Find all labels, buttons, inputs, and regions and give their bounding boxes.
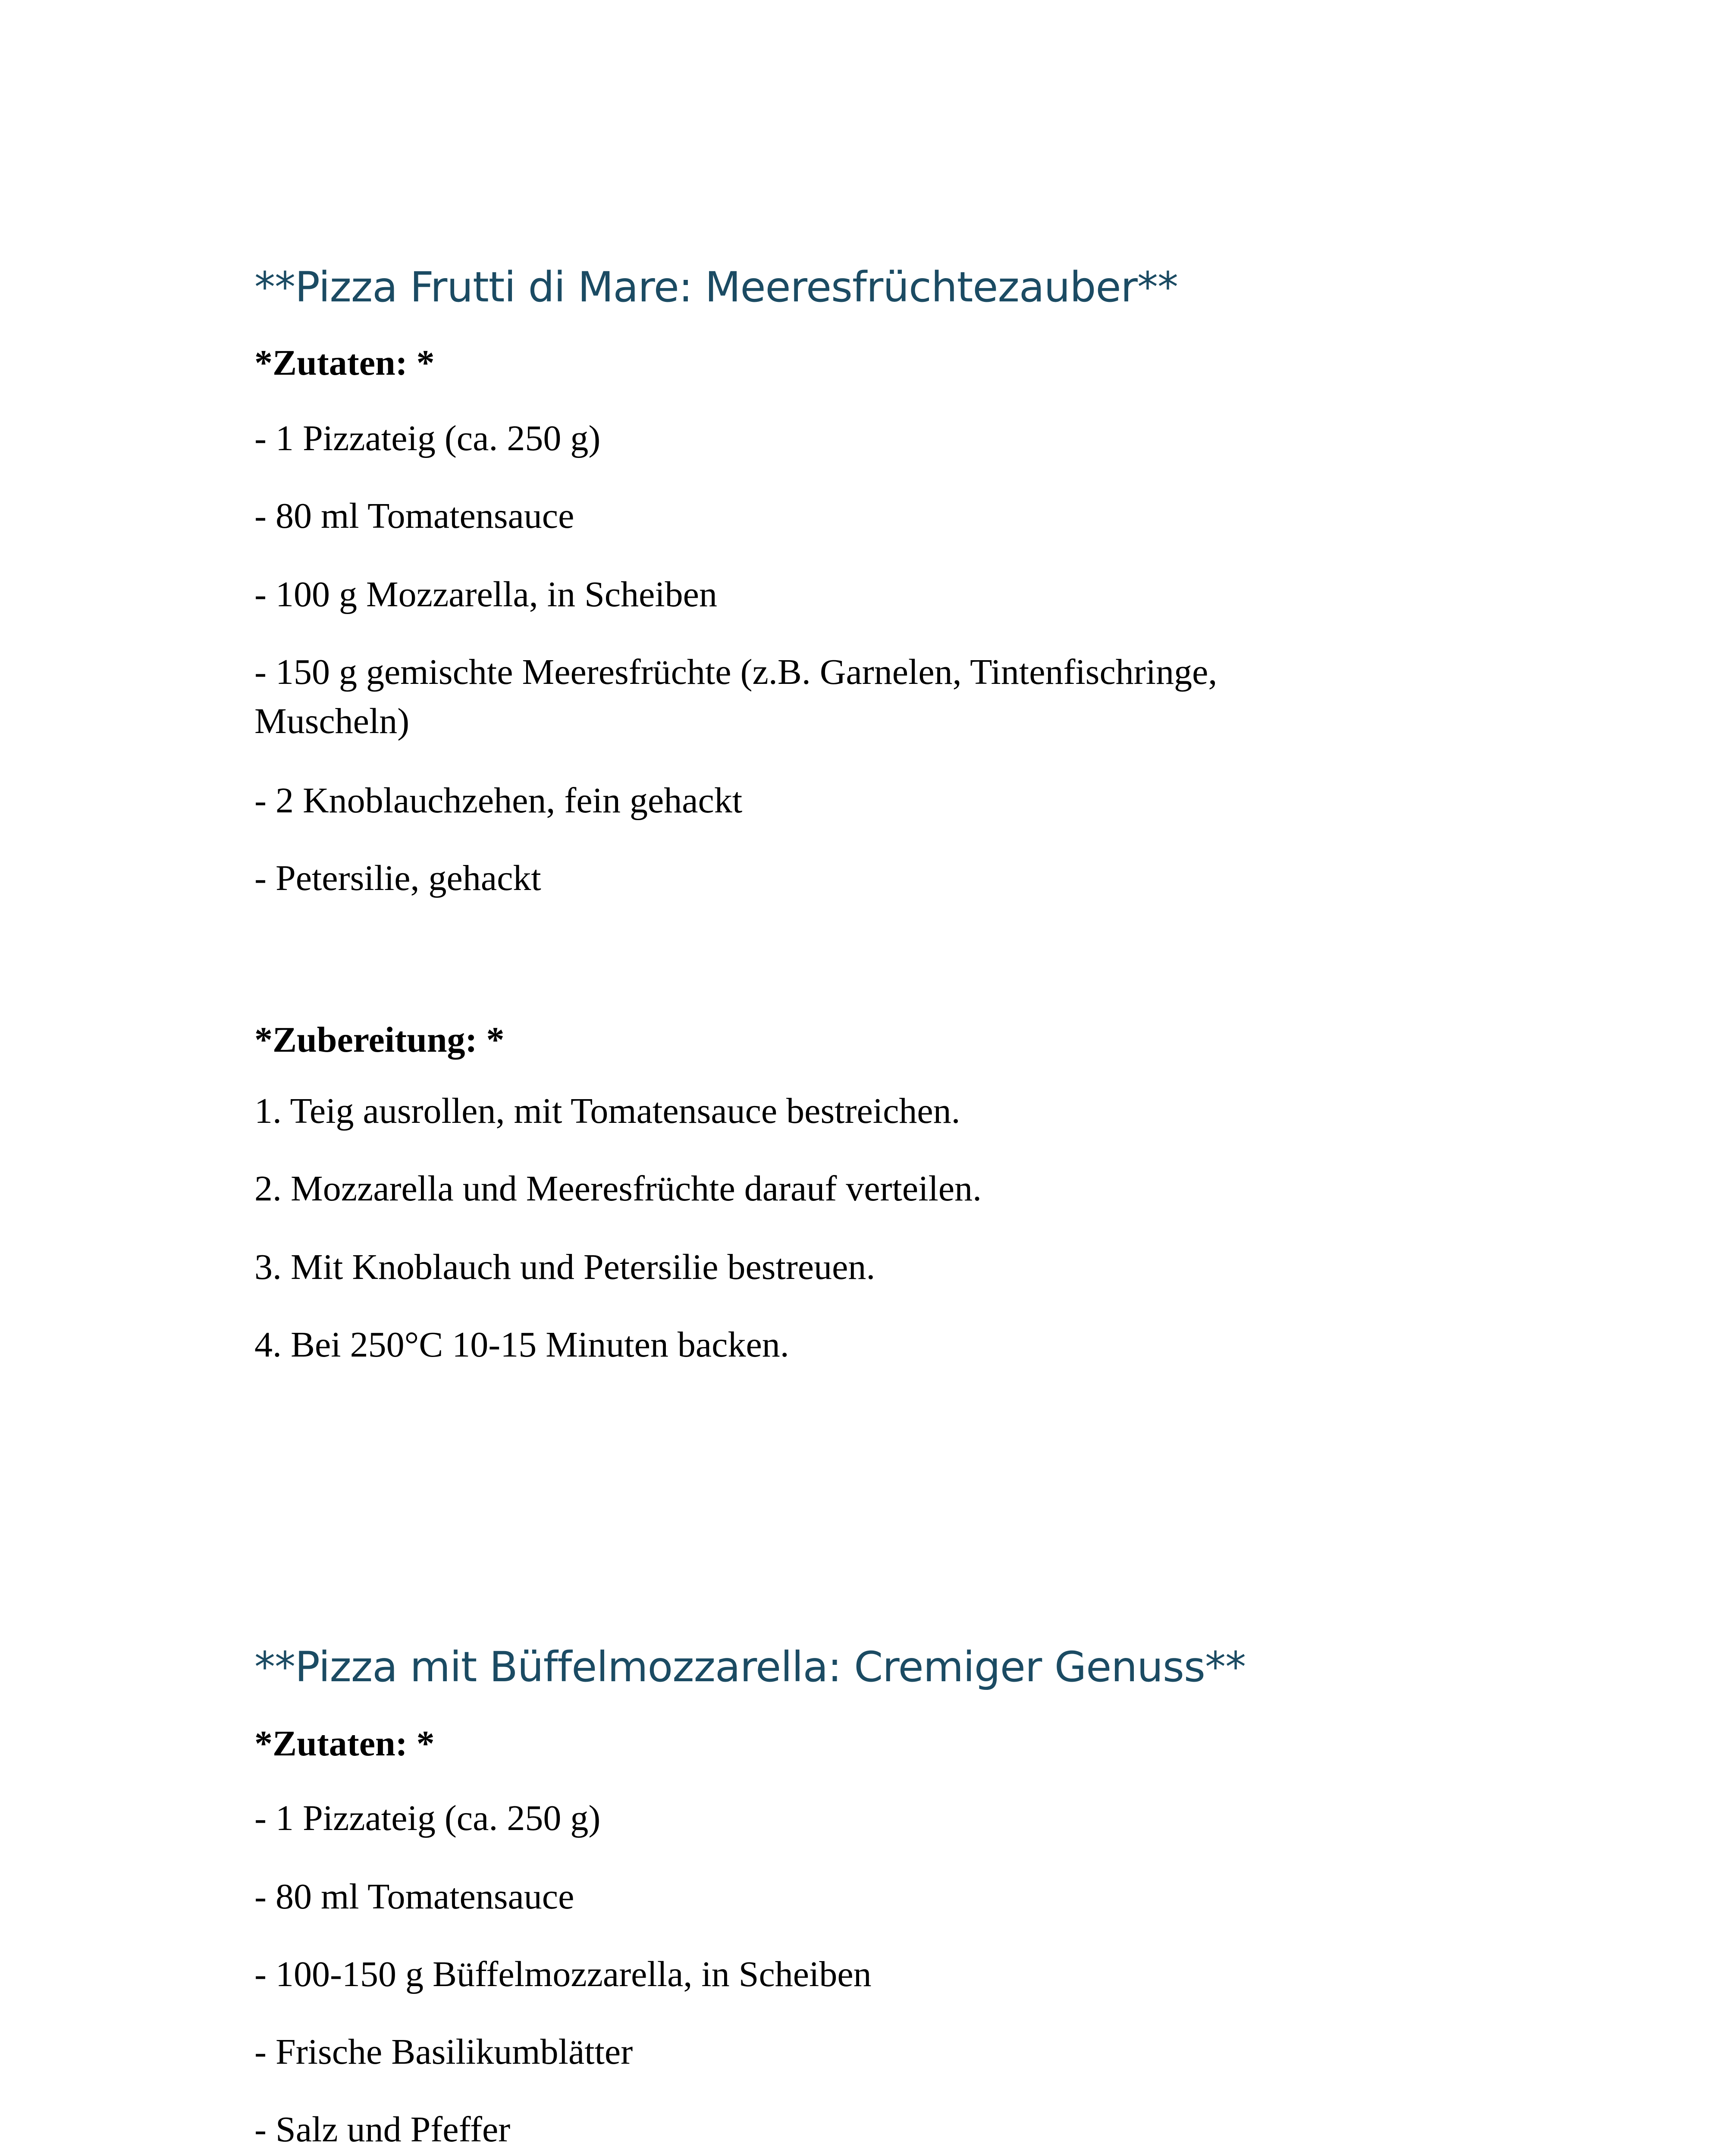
ingredients-heading: *Zutaten: * bbox=[254, 1724, 435, 1764]
ingredient-item: - Petersilie, gehackt bbox=[254, 858, 541, 898]
ingredient-item: - 100-150 g Büffelmozzarella, in Scheiben bbox=[254, 1954, 872, 1994]
recipe-title: **Pizza Frutti di Mare: Meeresfrüchtezauber** bbox=[254, 263, 1178, 311]
ingredient-item: - 2 Knoblauchzehen, fein gehackt bbox=[254, 780, 743, 821]
preparation-step: 4. Bei 250°C 10-15 Minuten backen. bbox=[254, 1325, 789, 1365]
ingredient-item: - Salz und Pfeffer bbox=[254, 2109, 511, 2150]
ingredients-heading: *Zutaten: * bbox=[254, 343, 435, 383]
preparation-step: 1. Teig ausrollen, mit Tomatensauce bestreichen. bbox=[254, 1091, 960, 1131]
ingredient-item: - 150 g gemischte Meeresfrüchte (z.B. Garnelen, Tintenfischringe, bbox=[254, 652, 1217, 692]
ingredient-item: - 80 ml Tomatensauce bbox=[254, 496, 574, 536]
preparation-step: 3. Mit Knoblauch und Petersilie bestreuen. bbox=[254, 1247, 875, 1287]
ingredient-item: - 80 ml Tomatensauce bbox=[254, 1877, 574, 1917]
ingredient-item: - Frische Basilikumblätter bbox=[254, 2032, 633, 2072]
recipe-title: **Pizza mit Büffelmozzarella: Cremiger Genuss** bbox=[254, 1643, 1246, 1691]
ingredient-item-continuation: Muscheln) bbox=[254, 701, 410, 741]
ingredient-item: - 100 g Mozzarella, in Scheiben bbox=[254, 574, 717, 614]
ingredient-item: - 1 Pizzateig (ca. 250 g) bbox=[254, 418, 601, 458]
preparation-heading: *Zubereitung: * bbox=[254, 1020, 505, 1060]
ingredient-item: - 1 Pizzateig (ca. 250 g) bbox=[254, 1798, 601, 1838]
preparation-step: 2. Mozzarella und Meeresfrüchte darauf verteilen. bbox=[254, 1169, 982, 1209]
